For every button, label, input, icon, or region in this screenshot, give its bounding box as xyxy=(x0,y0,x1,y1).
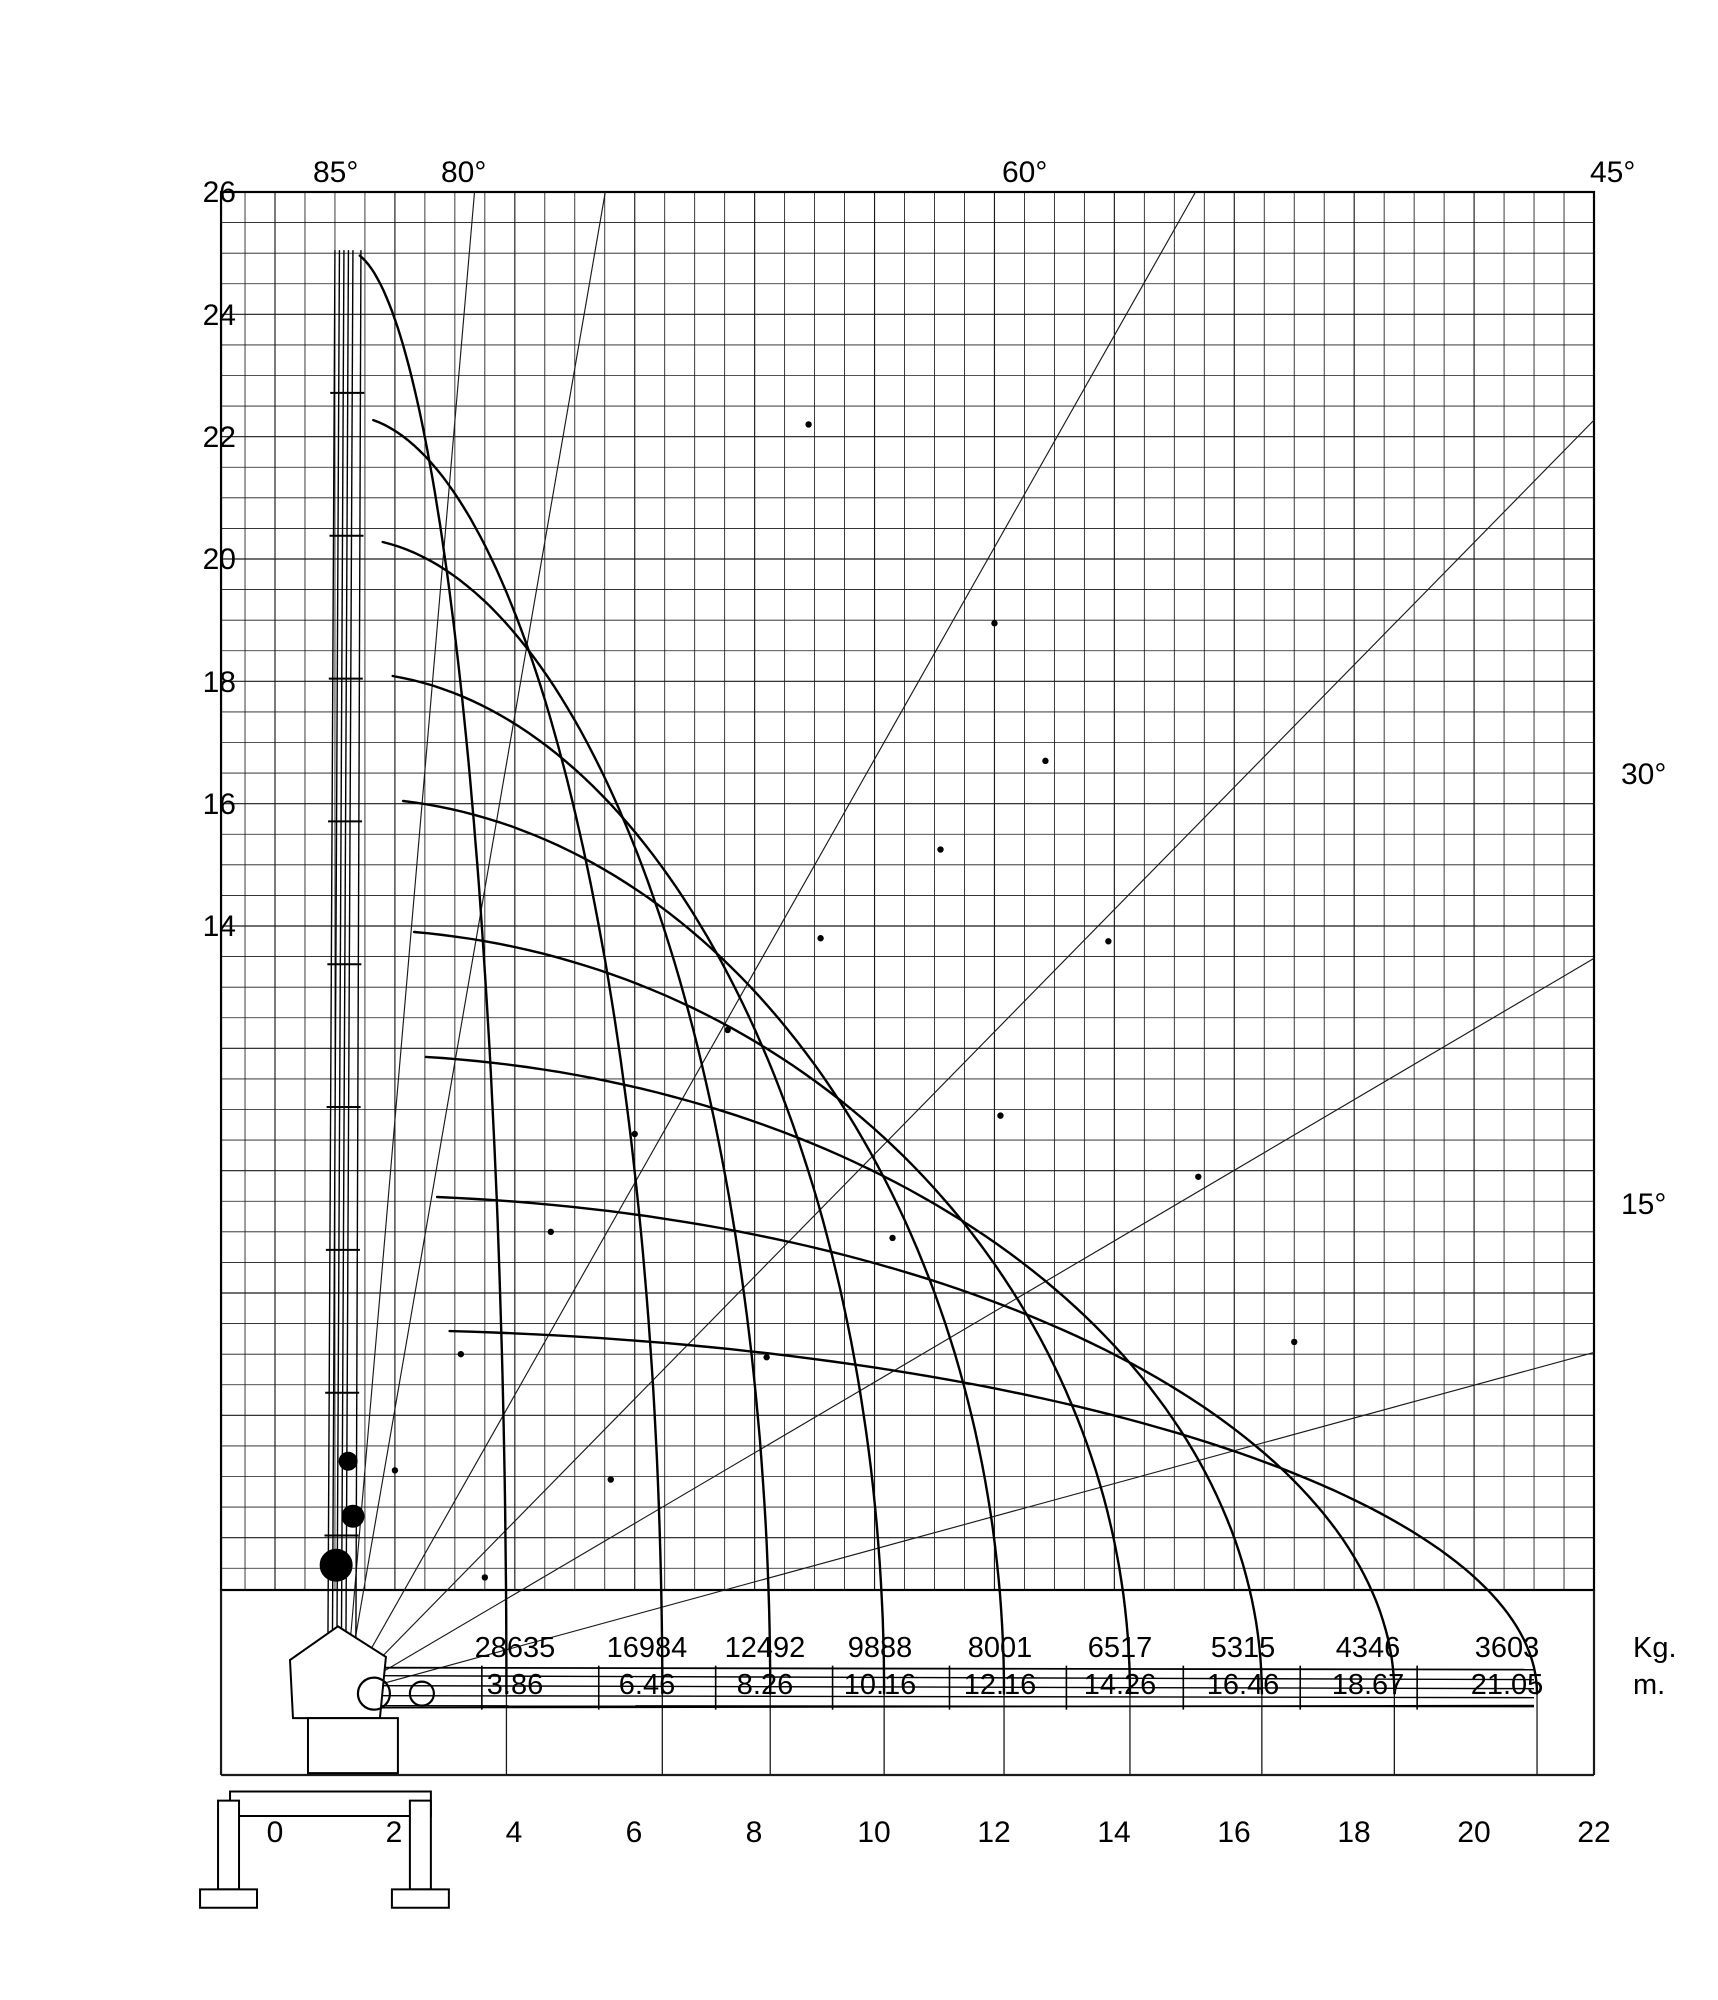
capacity-reach-8: 18.67 xyxy=(1331,1669,1405,1702)
x-tick-2: 2 xyxy=(385,1816,403,1849)
x-tick-22: 22 xyxy=(1577,1816,1611,1849)
capacity-reach-2: 6.46 xyxy=(618,1669,676,1702)
x-tick-4: 4 xyxy=(505,1816,523,1849)
x-tick-0: 0 xyxy=(266,1816,284,1849)
y-tick-26: 26 xyxy=(202,176,236,209)
x-tick-20: 20 xyxy=(1457,1816,1491,1849)
capacity-load-9: 3603 xyxy=(1474,1632,1540,1664)
unit-m: m. xyxy=(1633,1669,1666,1702)
y-tick-24: 24 xyxy=(202,299,236,332)
capacity-load-2: 16984 xyxy=(606,1632,688,1664)
unit-kg: Kg. xyxy=(1633,1632,1677,1664)
y-tick-22: 22 xyxy=(202,421,236,454)
angle-label-15: 15° xyxy=(1621,1188,1667,1221)
y-tick-20: 20 xyxy=(202,543,236,576)
x-tick-16: 16 xyxy=(1217,1816,1251,1849)
capacity-reach-6: 14.26 xyxy=(1083,1669,1157,1702)
capacity-load-4: 9888 xyxy=(847,1632,913,1664)
capacity-load-6: 6517 xyxy=(1087,1632,1153,1664)
unit-labels xyxy=(1633,1630,1713,1704)
capacity-load-8: 4346 xyxy=(1335,1632,1401,1664)
x-tick-12: 12 xyxy=(977,1816,1011,1849)
capacity-column-9 xyxy=(1432,1630,1582,1704)
capacity-load-7: 5315 xyxy=(1210,1632,1276,1664)
angle-label-30: 30° xyxy=(1621,758,1667,791)
capacity-load-1: 28635 xyxy=(474,1632,556,1664)
x-tick-6: 6 xyxy=(625,1816,643,1849)
capacity-reach-3: 8.26 xyxy=(736,1669,794,1702)
capacity-reach-4: 10.16 xyxy=(843,1669,917,1702)
capacity-column-8 xyxy=(1293,1630,1443,1704)
capacity-reach-1: 3.86 xyxy=(486,1669,544,1702)
angle-label-85: 85° xyxy=(313,156,359,189)
y-tick-18: 18 xyxy=(202,666,236,699)
capacity-load-3: 12492 xyxy=(724,1632,806,1664)
x-tick-10: 10 xyxy=(857,1816,891,1849)
x-tick-14: 14 xyxy=(1097,1816,1131,1849)
capacity-reach-5: 12.16 xyxy=(963,1669,1037,1702)
capacity-reach-9: 21.05 xyxy=(1470,1669,1544,1702)
angle-label-80: 80° xyxy=(441,156,487,189)
angle-label-60: 60° xyxy=(1002,156,1048,189)
y-tick-14: 14 xyxy=(202,910,236,943)
y-tick-16: 16 xyxy=(202,788,236,821)
angle-label-45: 45° xyxy=(1590,156,1636,189)
x-tick-18: 18 xyxy=(1337,1816,1371,1849)
capacity-load-5: 8001 xyxy=(967,1632,1033,1664)
x-tick-8: 8 xyxy=(745,1816,763,1849)
capacity-reach-7: 16.46 xyxy=(1206,1669,1280,1702)
capacity-column-1 xyxy=(440,1630,590,1704)
